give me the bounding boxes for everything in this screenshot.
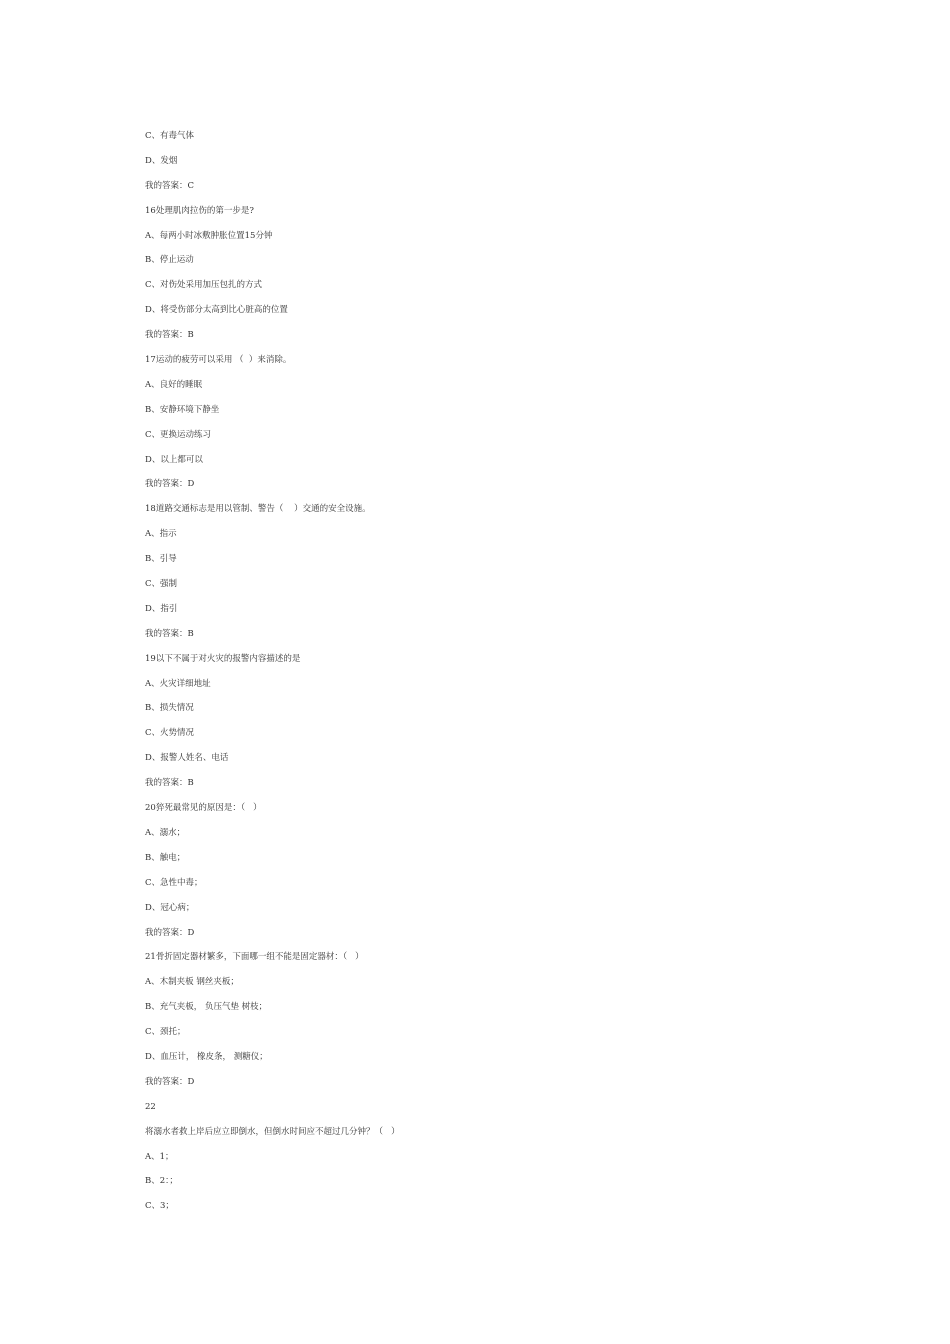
- option-line: B、安静环境下静坐: [145, 404, 220, 415]
- option-line: B、引导: [145, 554, 177, 565]
- question-line: 21骨折固定器材繁多，下面哪一组不能是固定器材：（ ）: [145, 952, 364, 963]
- option-line: C、火势情况: [145, 728, 195, 739]
- answer-line: 我的答案：D: [145, 479, 195, 490]
- question-line: 16处理肌肉拉伤的第一步是?: [145, 205, 254, 216]
- question-line: 18道路交通标志是用以管制、警告（ ）交通的安全设施。: [145, 504, 371, 515]
- question-line: 20猝死最常见的原因是：（ ）: [145, 803, 262, 814]
- option-line: C、3；: [145, 1201, 174, 1212]
- answer-line: 我的答案：D: [145, 927, 195, 938]
- option-line: D、报警人姓名、电话: [145, 753, 229, 764]
- option-line: A、每两小时冰敷肿胀位置15分钟: [145, 230, 273, 241]
- option-line: A、1；: [145, 1151, 174, 1162]
- option-line: D、将受伤部分太高到比心脏高的位置: [145, 305, 288, 316]
- question-line: 将溺水者救上岸后应立即倒水，但倒水时间应不超过几分钟？（ ）: [145, 1126, 400, 1137]
- question-line: 22: [145, 1101, 156, 1112]
- option-line: D、以上都可以: [145, 454, 203, 465]
- question-line: 17运动的疲劳可以采用 （ ）来消除。: [145, 355, 292, 366]
- option-line: D、发烟: [145, 155, 178, 166]
- option-line: A、指示: [145, 529, 177, 540]
- option-line: D、冠心病；: [145, 902, 195, 913]
- option-line: A、溺水；: [145, 827, 186, 838]
- option-line: B、触电；: [145, 852, 186, 863]
- answer-line: 我的答案：B: [145, 330, 194, 341]
- option-line: A、木制夹板 钢丝夹板；: [145, 977, 239, 988]
- option-line: C、对伤处采用加压包扎的方式: [145, 280, 263, 291]
- option-line: D、指引: [145, 603, 178, 614]
- option-line: B、2：；: [145, 1176, 178, 1187]
- question-list: [145, 128, 400, 1223]
- answer-line: 我的答案：C: [145, 180, 195, 191]
- answer-line: 我的答案：D: [145, 1076, 195, 1087]
- answer-line: 我的答案：B: [145, 778, 194, 789]
- option-line: B、损失情况: [145, 703, 194, 714]
- answer-line: 我的答案：B: [145, 628, 194, 639]
- option-line: B、停止运动: [145, 255, 194, 266]
- option-line: D、血压计， 橡皮条， 测糖仪；: [145, 1051, 268, 1062]
- option-line: A、火灾详细地址: [145, 678, 211, 689]
- option-line: C、更换运动练习: [145, 429, 212, 440]
- option-line: A、良好的睡眠: [145, 379, 203, 390]
- option-line: C、强制: [145, 579, 178, 590]
- question-line: 19以下不属于对火灾的报警内容描述的是: [145, 653, 301, 664]
- option-line: C、有毒气体: [145, 131, 195, 141]
- option-line: C、急性中毒；: [145, 877, 203, 888]
- option-line: B、充气夹板， 负压气垫 树枝；: [145, 1002, 268, 1013]
- option-line: C、颈托；: [145, 1027, 186, 1038]
